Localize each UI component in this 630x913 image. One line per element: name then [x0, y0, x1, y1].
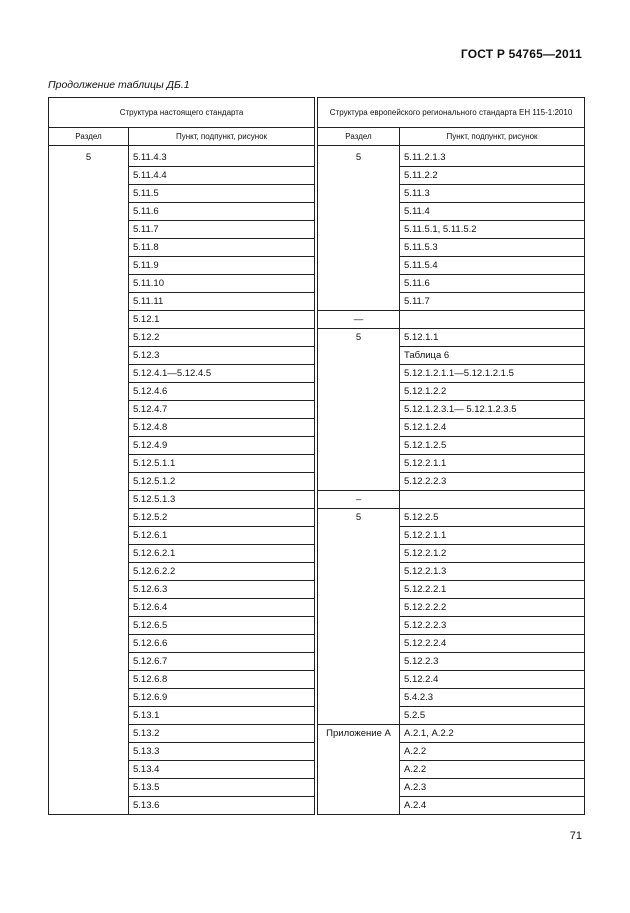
- cell-clause-right: А.2.3: [400, 779, 585, 797]
- cell-clause-right: 5.12.2.2.1: [400, 581, 585, 599]
- column-header-section-right: Раздел: [318, 128, 400, 146]
- cell-clause-right: 5.12.2.2.2: [400, 599, 585, 617]
- cell-section-right: [318, 617, 400, 635]
- cell-section-right: [318, 455, 400, 473]
- cell-section-left: [49, 419, 129, 437]
- cell-section-right: —: [318, 311, 400, 329]
- cell-clause-right: 5.12.2.2.3: [400, 617, 585, 635]
- table-row: [49, 689, 585, 707]
- page-number: 71: [569, 830, 582, 842]
- cell-clause-left: 5.12.6.3: [129, 581, 315, 599]
- table-row: [49, 779, 585, 797]
- cell-section-right: Приложение А: [318, 725, 400, 743]
- cell-clause-left: 5.12.4.6: [129, 383, 315, 401]
- cell-section-left: [49, 563, 129, 581]
- cell-section-right: –: [318, 491, 400, 509]
- cell-clause-right: 5.12.1.2.5: [400, 437, 585, 455]
- cell-clause-right: 5.12.2.3: [400, 653, 585, 671]
- cell-clause-right: 5.12.1.2.1.1—5.12.1.2.1.5: [400, 365, 585, 383]
- cell-clause-left: 5.11.9: [129, 257, 315, 275]
- cell-clause-right: 5.12.2.1.1: [400, 527, 585, 545]
- cell-clause-left: 5.12.6.1: [129, 527, 315, 545]
- cell-section-right: [318, 185, 400, 203]
- table-row: [49, 275, 585, 293]
- cell-clause-right: А.2.2: [400, 761, 585, 779]
- cell-clause-left: 5.11.4.3: [129, 149, 315, 167]
- table-row: [49, 329, 585, 347]
- cell-clause-right: 5.12.2.2.4: [400, 635, 585, 653]
- table-row: [49, 617, 585, 635]
- table-row: [49, 167, 585, 185]
- cell-section-right: [318, 761, 400, 779]
- cell-section-right: [318, 563, 400, 581]
- group-header-left: Структура настоящего стандарта: [49, 98, 315, 128]
- table-row: [49, 311, 585, 329]
- cell-section-left: [49, 257, 129, 275]
- cell-clause-left: 5.11.5: [129, 185, 315, 203]
- cell-clause-left: 5.12.5.1.1: [129, 455, 315, 473]
- cell-clause-left: 5.13.5: [129, 779, 315, 797]
- cell-clause-left: 5.13.1: [129, 707, 315, 725]
- cell-section-right: [318, 437, 400, 455]
- cell-section-right: [318, 257, 400, 275]
- cell-section-left: [49, 617, 129, 635]
- cell-clause-right: [400, 311, 585, 329]
- cell-section-left: [49, 635, 129, 653]
- table-row: [49, 761, 585, 779]
- cell-clause-left: 5.13.4: [129, 761, 315, 779]
- table-row: [49, 203, 585, 221]
- cell-clause-right: [400, 491, 585, 509]
- cell-section-left: [49, 311, 129, 329]
- cell-clause-left: 5.12.6.5: [129, 617, 315, 635]
- table-row: [49, 185, 585, 203]
- table-row: [49, 509, 585, 527]
- cell-section-right: [318, 203, 400, 221]
- cell-clause-right: 5.11.5.3: [400, 239, 585, 257]
- cell-section-left: 5: [49, 149, 129, 167]
- cell-clause-left: 5.12.5.1.2: [129, 473, 315, 491]
- cell-clause-left: 5.13.2: [129, 725, 315, 743]
- cell-clause-left: 5.12.6.2.1: [129, 545, 315, 563]
- cell-section-right: 5: [318, 329, 400, 347]
- cell-clause-left: 5.12.4.1—5.12.4.5: [129, 365, 315, 383]
- cell-section-left: [49, 221, 129, 239]
- cell-section-left: [49, 383, 129, 401]
- table-row: [49, 563, 585, 581]
- cell-section-right: [318, 365, 400, 383]
- table-row: [49, 671, 585, 689]
- cell-section-left: [49, 437, 129, 455]
- cell-section-left: [49, 581, 129, 599]
- cell-clause-left: 5.11.6: [129, 203, 315, 221]
- cell-clause-right: 5.2.5: [400, 707, 585, 725]
- cell-section-left: [49, 509, 129, 527]
- table-row: [49, 635, 585, 653]
- cell-clause-right: 5.11.6: [400, 275, 585, 293]
- table-row: [49, 365, 585, 383]
- cell-clause-left: 5.11.11: [129, 293, 315, 311]
- cell-clause-left: 5.12.6.9: [129, 689, 315, 707]
- cell-clause-right: 5.12.2.5: [400, 509, 585, 527]
- cell-clause-right: 5.11.5.1, 5.11.5.2: [400, 221, 585, 239]
- table-row: [49, 257, 585, 275]
- cell-section-right: [318, 599, 400, 617]
- cell-section-right: [318, 383, 400, 401]
- cell-section-right: [318, 707, 400, 725]
- table-row: [49, 491, 585, 509]
- cell-section-left: [49, 365, 129, 383]
- cell-clause-left: 5.13.6: [129, 797, 315, 815]
- cell-clause-left: 5.12.2: [129, 329, 315, 347]
- cell-section-right: [318, 401, 400, 419]
- cell-section-left: [49, 689, 129, 707]
- cell-section-right: [318, 671, 400, 689]
- cell-section-right: [318, 743, 400, 761]
- cell-clause-right: 5.12.2.4: [400, 671, 585, 689]
- cell-section-left: [49, 599, 129, 617]
- cell-section-left: [49, 329, 129, 347]
- cell-clause-left: 5.12.4.9: [129, 437, 315, 455]
- cell-clause-right: А.2.2: [400, 743, 585, 761]
- table-caption: Продолжение таблицы ДБ.1: [48, 79, 190, 91]
- cell-clause-left: 5.12.6.4: [129, 599, 315, 617]
- group-header-right: Структура европейского регионального стандарта ЕН 115-1:2010: [318, 98, 585, 128]
- cell-section-left: [49, 167, 129, 185]
- cell-section-right: [318, 635, 400, 653]
- table-row: [49, 455, 585, 473]
- cell-section-left: [49, 797, 129, 815]
- cell-clause-left: 5.11.7: [129, 221, 315, 239]
- cell-section-right: 5: [318, 509, 400, 527]
- cell-section-right: [318, 293, 400, 311]
- table-row: [49, 347, 585, 365]
- cell-clause-left: 5.11.4.4: [129, 167, 315, 185]
- cell-section-right: [318, 473, 400, 491]
- cell-clause-right: 5.11.3: [400, 185, 585, 203]
- cell-clause-left: 5.12.6.8: [129, 671, 315, 689]
- table-row: [49, 383, 585, 401]
- cell-section-right: [318, 347, 400, 365]
- cell-clause-right: 5.12.2.1.2: [400, 545, 585, 563]
- cell-clause-right: 5.12.2.2.3: [400, 473, 585, 491]
- cell-clause-right: 5.12.1.2.4: [400, 419, 585, 437]
- cell-clause-right: 5.12.1.1: [400, 329, 585, 347]
- cell-clause-left: 5.12.4.7: [129, 401, 315, 419]
- cell-section-left: [49, 653, 129, 671]
- table-row: [49, 743, 585, 761]
- cell-clause-right: 5.11.2.1.3: [400, 149, 585, 167]
- cell-clause-left: 5.12.4.8: [129, 419, 315, 437]
- cell-clause-left: 5.13.3: [129, 743, 315, 761]
- cell-section-right: [318, 167, 400, 185]
- cell-section-right: [318, 653, 400, 671]
- cell-section-left: [49, 455, 129, 473]
- column-header-clause-left: Пункт, подпункт, рисунок: [129, 128, 315, 146]
- table-row: [49, 653, 585, 671]
- table-row: [49, 707, 585, 725]
- table-row: [49, 527, 585, 545]
- cell-section-right: [318, 527, 400, 545]
- correspondence-table: [48, 97, 585, 815]
- table-row: [49, 401, 585, 419]
- cell-clause-right: 5.11.7: [400, 293, 585, 311]
- table-row: [49, 581, 585, 599]
- table-row: [49, 725, 585, 743]
- cell-clause-right: А.2.1, А.2.2: [400, 725, 585, 743]
- table-row: [49, 473, 585, 491]
- cell-section-right: 5: [318, 149, 400, 167]
- cell-clause-right: Таблица 6: [400, 347, 585, 365]
- cell-clause-right: 5.12.1.2.2: [400, 383, 585, 401]
- cell-section-right: [318, 779, 400, 797]
- cell-section-right: [318, 689, 400, 707]
- cell-section-left: [49, 491, 129, 509]
- cell-section-left: [49, 239, 129, 257]
- table-row: [49, 545, 585, 563]
- cell-clause-right: А.2.4: [400, 797, 585, 815]
- cell-clause-left: 5.12.1: [129, 311, 315, 329]
- cell-section-right: [318, 239, 400, 257]
- cell-section-left: [49, 761, 129, 779]
- column-header-section-left: Раздел: [49, 128, 129, 146]
- cell-section-right: [318, 545, 400, 563]
- table-column-header-row: [49, 128, 585, 146]
- cell-clause-right: 5.12.1.2.3.1— 5.12.1.2.3.5: [400, 401, 585, 419]
- table-row: [49, 221, 585, 239]
- cell-clause-right: 5.11.5.4: [400, 257, 585, 275]
- cell-clause-left: 5.11.8: [129, 239, 315, 257]
- cell-section-left: [49, 203, 129, 221]
- table-row: [49, 797, 585, 815]
- table-row: [49, 293, 585, 311]
- cell-clause-right: 5.12.2.1.1: [400, 455, 585, 473]
- table-row: [49, 149, 585, 167]
- document-code: ГОСТ Р 54765—2011: [460, 47, 582, 61]
- cell-section-left: [49, 401, 129, 419]
- cell-section-left: [49, 527, 129, 545]
- cell-clause-left: 5.12.6.2.2: [129, 563, 315, 581]
- cell-section-left: [49, 779, 129, 797]
- table-row: [49, 419, 585, 437]
- cell-clause-left: 5.12.5.1.3: [129, 491, 315, 509]
- table-row: [49, 239, 585, 257]
- cell-clause-right: 5.11.2.2: [400, 167, 585, 185]
- cell-section-left: [49, 671, 129, 689]
- cell-section-right: [318, 221, 400, 239]
- cell-clause-right: 5.11.4: [400, 203, 585, 221]
- cell-section-left: [49, 293, 129, 311]
- cell-section-left: [49, 743, 129, 761]
- cell-clause-right: 5.12.2.1.3: [400, 563, 585, 581]
- cell-clause-left: 5.12.5.2: [129, 509, 315, 527]
- table-group-header-row: [49, 98, 585, 128]
- cell-section-right: [318, 581, 400, 599]
- cell-section-left: [49, 707, 129, 725]
- cell-section-left: [49, 275, 129, 293]
- cell-section-left: [49, 347, 129, 365]
- cell-clause-left: 5.11.10: [129, 275, 315, 293]
- cell-section-right: [318, 419, 400, 437]
- cell-clause-left: 5.12.6.6: [129, 635, 315, 653]
- cell-section-left: [49, 545, 129, 563]
- cell-clause-left: 5.12.3: [129, 347, 315, 365]
- column-header-clause-right: Пункт, подпункт, рисунок: [400, 128, 585, 146]
- table-row: [49, 437, 585, 455]
- cell-section-left: [49, 185, 129, 203]
- cell-section-right: [318, 797, 400, 815]
- cell-section-left: [49, 725, 129, 743]
- cell-section-left: [49, 473, 129, 491]
- cell-clause-right: 5.4.2.3: [400, 689, 585, 707]
- cell-clause-left: 5.12.6.7: [129, 653, 315, 671]
- cell-section-right: [318, 275, 400, 293]
- table-row: [49, 599, 585, 617]
